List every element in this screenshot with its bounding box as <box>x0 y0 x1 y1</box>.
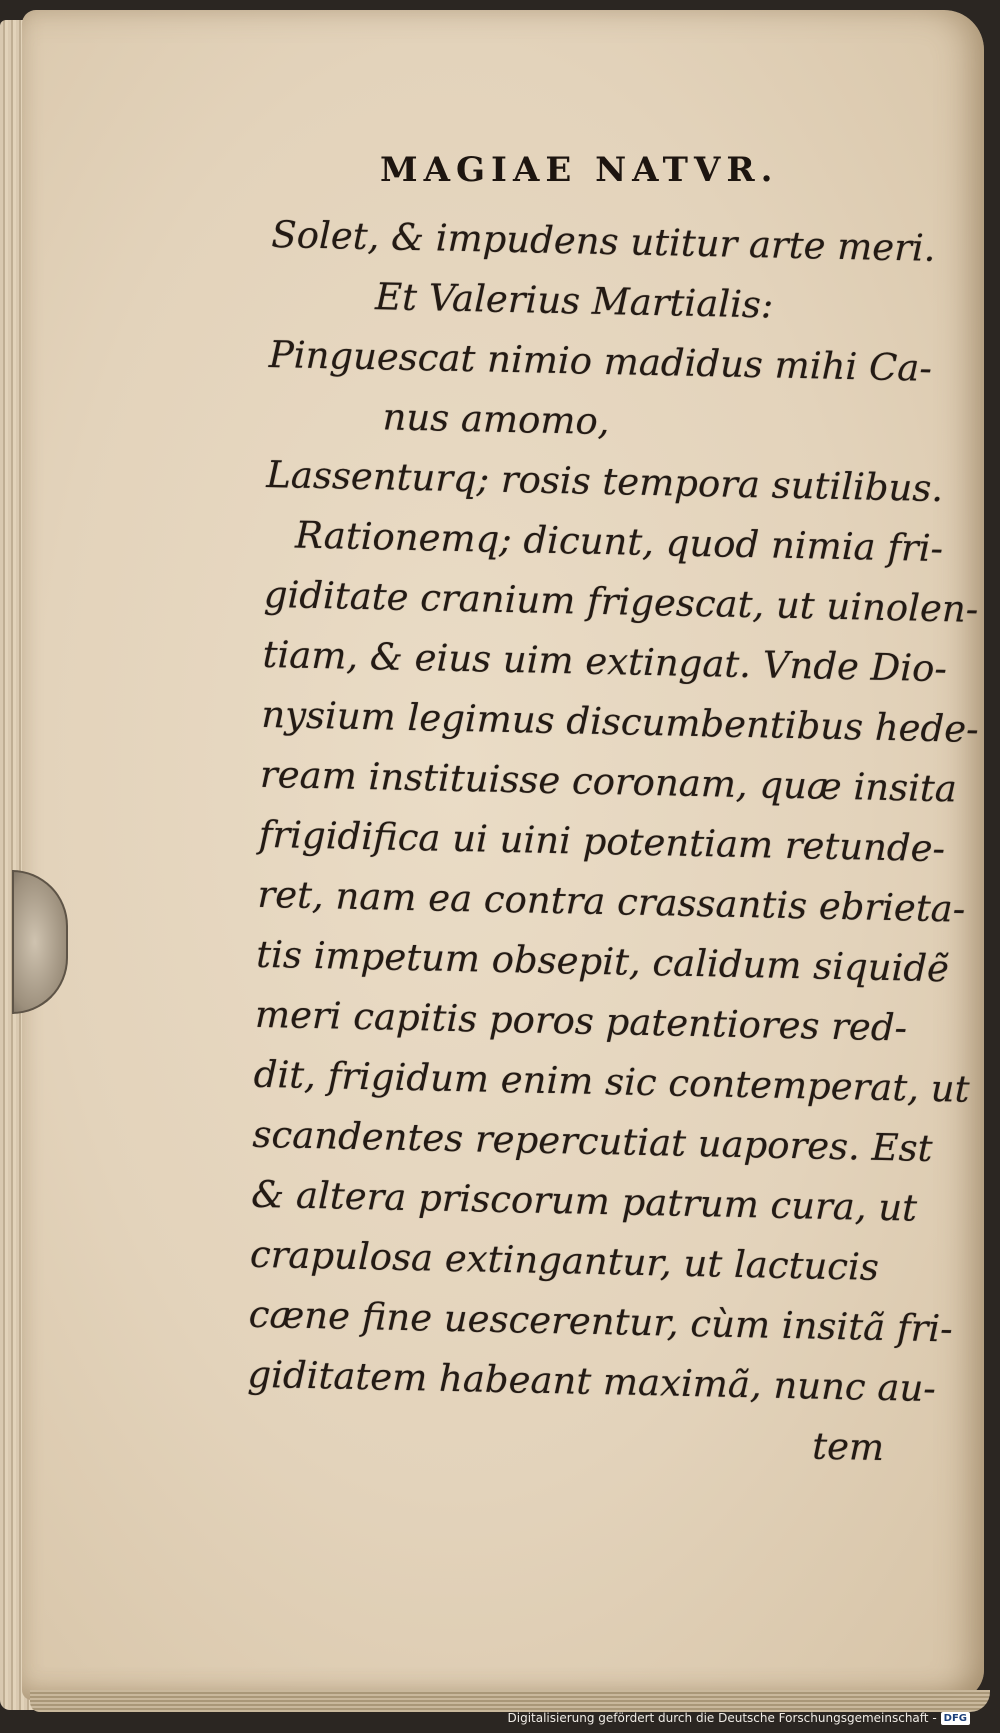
text-line: giditatem habeant maximã, nunc au- <box>247 1352 937 1411</box>
text-line: & altera priscorum patrum cura, ut <box>250 1172 918 1230</box>
text-line: Et Valerius Martialis: <box>374 275 774 327</box>
running-header: MAGIAE NATVR. <box>380 150 779 190</box>
text-line: Pinguescat nimio madidus mihi Ca- <box>268 332 933 390</box>
body-text <box>246 205 980 1479</box>
text-line: giditate cranium frigescat, ut uinolen- <box>263 572 979 631</box>
text-line: nysium legimus discumbentibus hede- <box>260 692 980 751</box>
text-line: ream instituisse coronam, quæ insita <box>259 752 958 811</box>
dfg-logo: DFG <box>941 1712 970 1725</box>
book-clasp <box>12 870 68 1014</box>
text-line: crapulosa extingantur, ut lactucis <box>249 1232 880 1289</box>
text-line: dit, frigidum enim sic contemperat, ut <box>253 1052 970 1111</box>
text-line: Rationemq; dicunt, quod nimia fri- <box>294 513 944 571</box>
text-line: tiam, & eius uim extingat. Vnde Dio- <box>262 632 948 691</box>
text-line: Lassenturq; rosis tempora sutilibus. <box>265 452 944 511</box>
page-bottom-edge <box>30 1690 990 1712</box>
text-line: tis impetum obsepit, calidum siquidẽ <box>255 932 950 991</box>
credit-text: Digitalisierung gefördert durch die Deutsche Forschungsgemeinschaft - <box>507 1711 937 1725</box>
catchword: tem <box>811 1424 885 1470</box>
text-line: cæne fine uescerentur, cùm insitã fri- <box>248 1292 954 1351</box>
text-line: nus amomo, <box>382 395 610 444</box>
text-line: meri capitis poros patentiores red- <box>254 992 908 1050</box>
text-line: Solet, & impudens utitur arte meri. <box>270 212 936 270</box>
digitization-credit <box>508 1711 971 1725</box>
text-line: ret, nam ea contra crassantis ebrieta- <box>257 872 966 931</box>
text-line: frigidifica ui uini potentiam retunde- <box>258 812 946 871</box>
text-line: scandentes repercutiat uapores. Est <box>252 1112 933 1171</box>
